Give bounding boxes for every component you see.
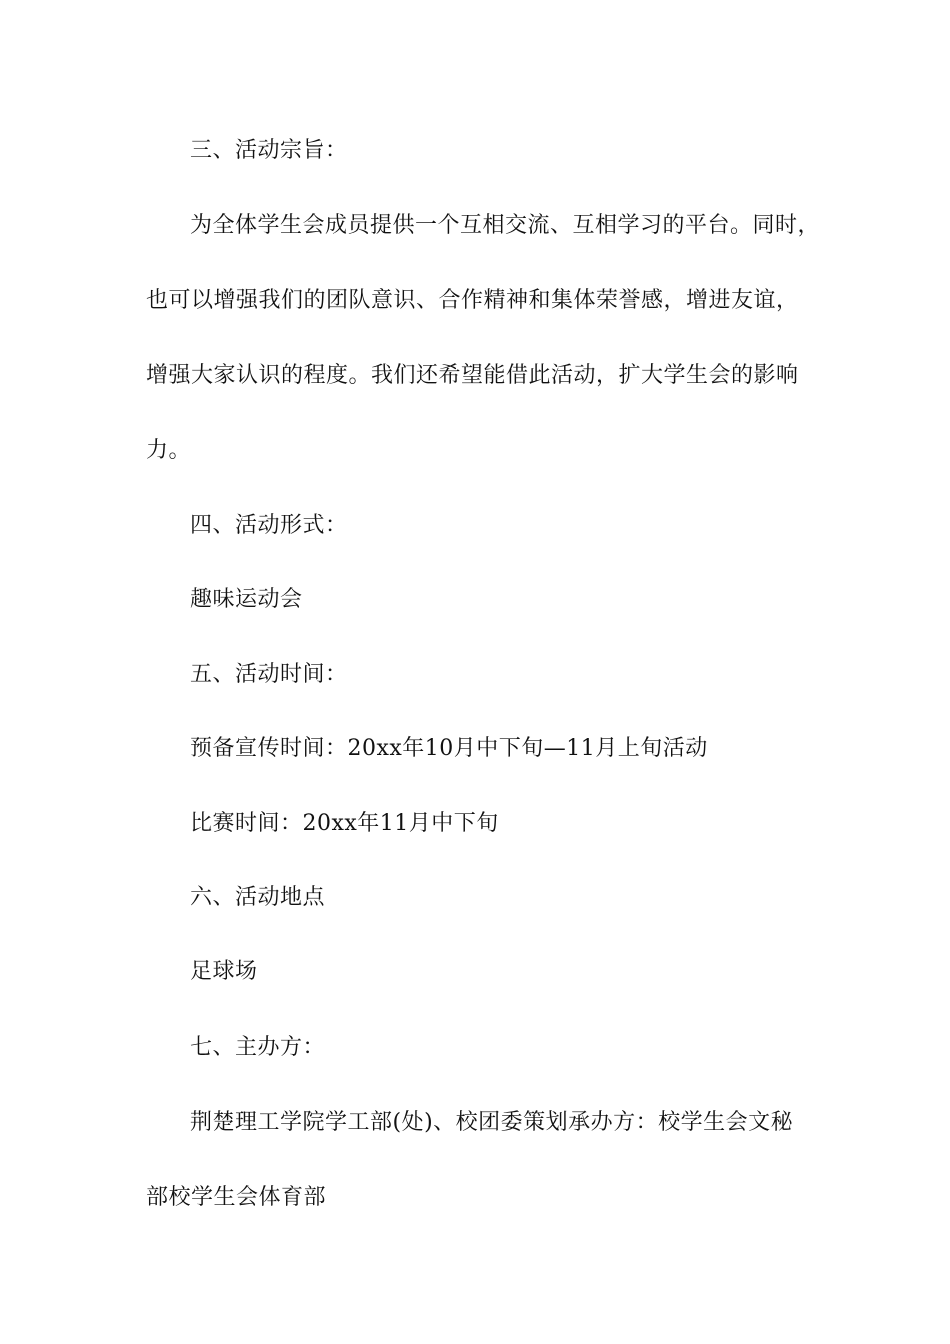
paragraph-line: 部校学生会体育部 xyxy=(146,1185,327,1210)
paragraph-line: 足球场 xyxy=(190,959,258,984)
paragraph-line: 力。 xyxy=(146,438,192,463)
section-heading-location: 六、活动地点 xyxy=(190,885,326,910)
paragraph-line: 为全体学生会成员提供一个互相交流、互相学习的平台。同时， xyxy=(190,213,821,238)
section-heading-organizer: 七、主办方： xyxy=(190,1035,326,1060)
paragraph-line: 预备宣传时间：20xx年10月中下旬—11月上旬活动 xyxy=(190,736,708,761)
paragraph-line: 趣味运动会 xyxy=(190,587,303,612)
paragraph-line: 比赛时间：20xx年11月中下旬 xyxy=(190,811,499,836)
paragraph-line: 荆楚理工学院学工部(处)、校团委策划承办方：校学生会文秘 xyxy=(190,1110,794,1135)
section-heading-format: 四、活动形式： xyxy=(190,513,348,538)
section-heading-time: 五、活动时间： xyxy=(190,662,348,687)
paragraph-line: 也可以增强我们的团队意识、合作精神和集体荣誉感，增进友谊， xyxy=(146,288,799,313)
paragraph-line: 增强大家认识的程度。我们还希望能借此活动，扩大学生会的影响 xyxy=(146,363,799,388)
section-heading-purpose: 三、活动宗旨： xyxy=(190,138,348,163)
